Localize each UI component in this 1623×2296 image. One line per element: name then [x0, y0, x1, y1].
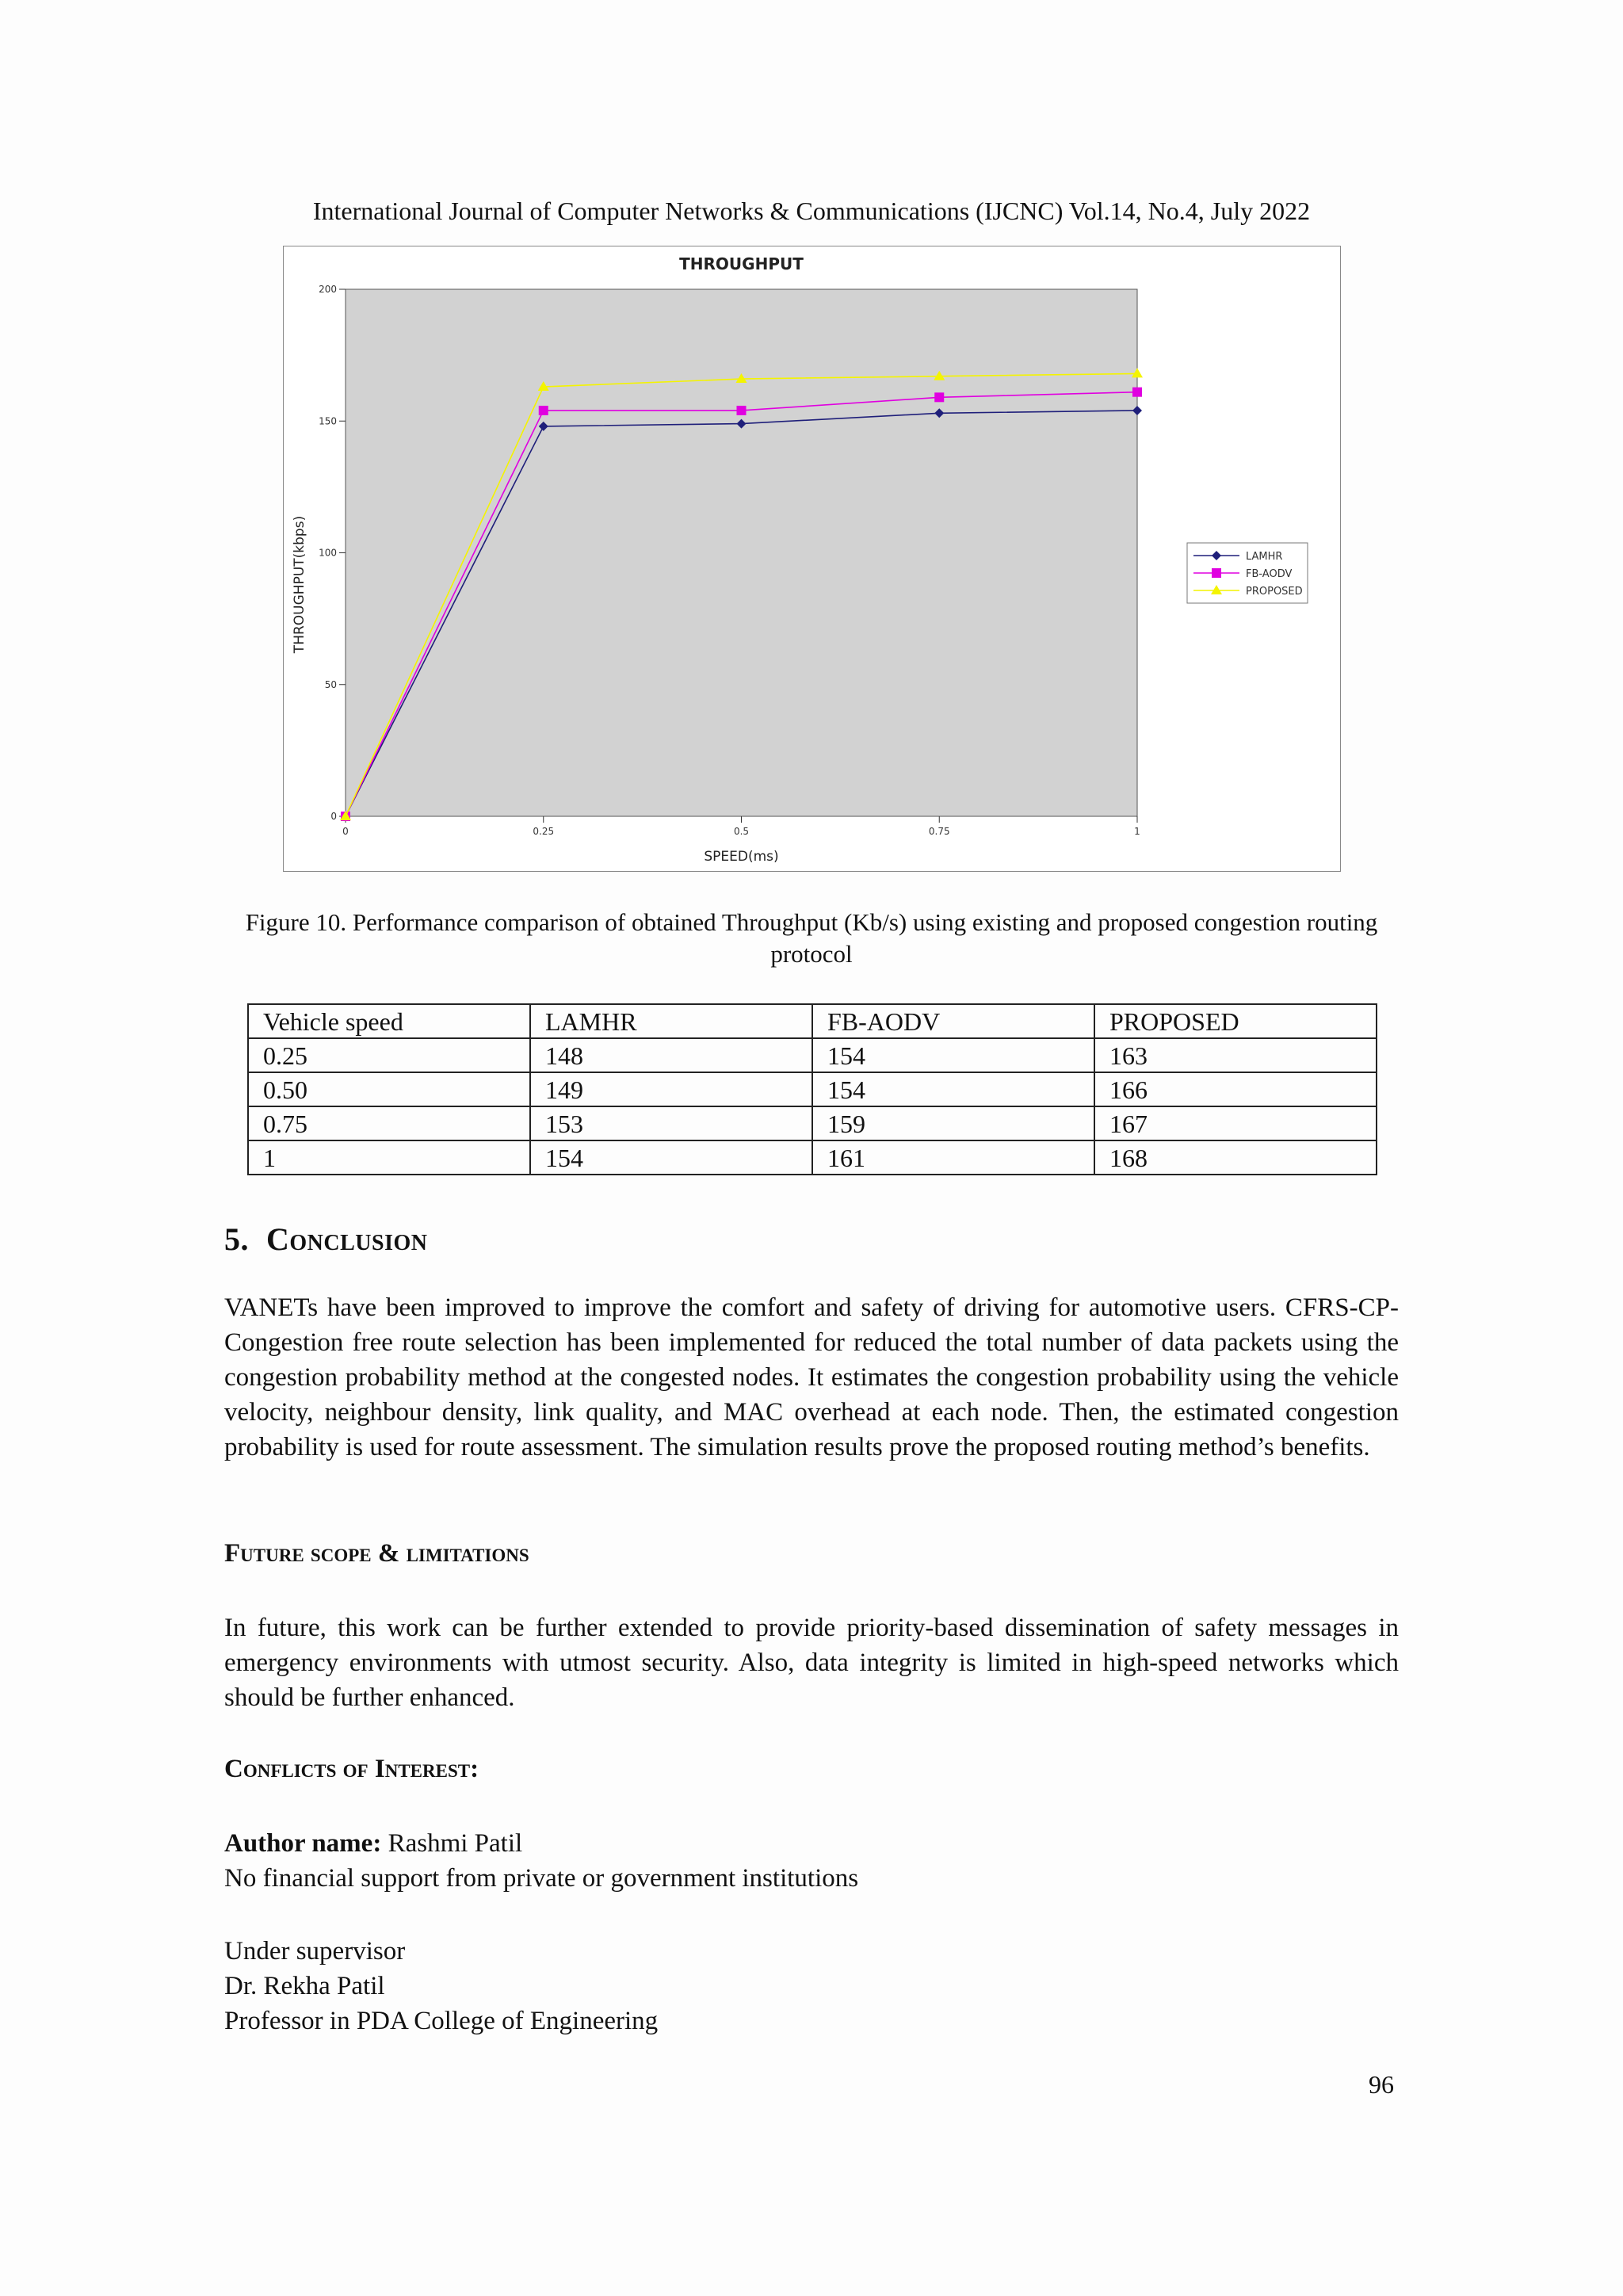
table-cell: 0.50 [248, 1072, 530, 1106]
journal-header: International Journal of Computer Networks & Communications (IJCNC) Vol.14, No.4, July 2022 [312, 197, 1311, 225]
y-tick-label: 100 [319, 547, 337, 559]
supervisor-name: Dr. Rekha Patil [224, 1972, 385, 2000]
section-title: Conclusion [266, 1221, 428, 1257]
conclusion-heading [224, 1221, 427, 1258]
y-axis-label: THROUGHPUT(kbps) [292, 515, 307, 654]
y-tick-label: 50 [324, 678, 337, 690]
legend-label-proposed: PROPOSED [1246, 586, 1303, 598]
data-point-fb-aodv [539, 406, 548, 415]
y-tick-label: 150 [319, 415, 337, 427]
legend-label-lamhr: LAMHR [1246, 551, 1283, 563]
table-cell: 148 [530, 1038, 812, 1072]
author-name: Rashmi Patil [388, 1829, 523, 1858]
x-tick-label: 0 [342, 826, 349, 837]
table-header-row [248, 1004, 1377, 1038]
results-table [247, 1003, 1377, 1175]
plot-area [346, 289, 1137, 816]
data-point-fb-aodv [737, 406, 747, 415]
figure-caption: Figure 10. Performance comparison of obtained Throughput (Kb/s) using existing and proposed congestion routing protocol [245, 908, 1378, 968]
data-point-fb-aodv [934, 392, 944, 402]
table-header-cell: FB-AODV [812, 1004, 1094, 1038]
author-line [224, 1826, 522, 1861]
table-cell: 168 [1094, 1140, 1377, 1175]
table-cell: 154 [812, 1072, 1094, 1106]
x-tick-label: 0.5 [733, 826, 750, 837]
table-cell: 0.25 [248, 1038, 530, 1072]
y-tick-label: 0 [330, 811, 337, 822]
table-cell: 1 [248, 1140, 530, 1175]
table-header-cell: Vehicle speed [248, 1004, 530, 1038]
conflicts-heading: Conflicts of Interest: [224, 1755, 479, 1783]
table-cell: 166 [1094, 1072, 1377, 1106]
table-cell: 154 [812, 1038, 1094, 1072]
conclusion-paragraph: VANETs have been improved to improve the comfort and safety of driving for automotive users. CFRS-CP-Congestion free route selection has been implemented for reduced the total number of data packets using the congestion probability method at the congested nodes. It estimates the congestion probability using the vehicle velocity, neighbour density, link quality, and MAC overhead at each node. Then, the estimated congestion probability is used for route assessment. The simulation results prove the proposed routing method’s benefits. [224, 1293, 1399, 1461]
table-cell: 0.75 [248, 1106, 530, 1140]
x-tick-label: 1 [1134, 826, 1140, 837]
table-row [248, 1038, 1377, 1072]
section-number: 5. [224, 1221, 249, 1257]
throughput-chart [283, 246, 1341, 872]
x-axis-label: SPEED(ms) [704, 849, 779, 865]
table-row [248, 1072, 1377, 1106]
supervisor-label: Under supervisor [224, 1937, 406, 1966]
chart-svg [284, 246, 1342, 873]
page-number: 96 [1369, 2070, 1394, 2099]
chart-title: THROUGHPUT [679, 254, 804, 273]
future-scope-paragraph: In future, this work can be further extended to provide priority-based dissemination of safety messages in emergency environments with utmost security. Also, data integrity is limited in high-speed networks which should be further enhanced. [224, 1614, 1399, 1712]
author-label: Author name: [224, 1829, 382, 1858]
table-row [248, 1140, 1377, 1175]
table-cell: 149 [530, 1072, 812, 1106]
table-cell: 167 [1094, 1106, 1377, 1140]
table-cell: 154 [530, 1140, 812, 1175]
x-tick-label: 0.75 [928, 826, 950, 837]
legend-marker-fb-aodv [1212, 568, 1221, 578]
table-cell: 159 [812, 1106, 1094, 1140]
future-scope-heading: Future scope & limitations [224, 1539, 529, 1568]
table-cell: 153 [530, 1106, 812, 1140]
table-row [248, 1106, 1377, 1140]
legend-label-fb-aodv: FB-AODV [1246, 568, 1293, 580]
table-cell: 161 [812, 1140, 1094, 1175]
y-tick-label: 200 [319, 284, 337, 295]
supervisor-title: Professor in PDA College of Engineering [224, 2007, 659, 2035]
table-header-cell: PROPOSED [1094, 1004, 1377, 1038]
x-tick-label: 0.25 [533, 826, 555, 837]
table-header-cell: LAMHR [530, 1004, 812, 1038]
table-cell: 163 [1094, 1038, 1377, 1072]
data-point-fb-aodv [1132, 388, 1142, 397]
funding-line: No financial support from private or government institutions [224, 1864, 859, 1893]
